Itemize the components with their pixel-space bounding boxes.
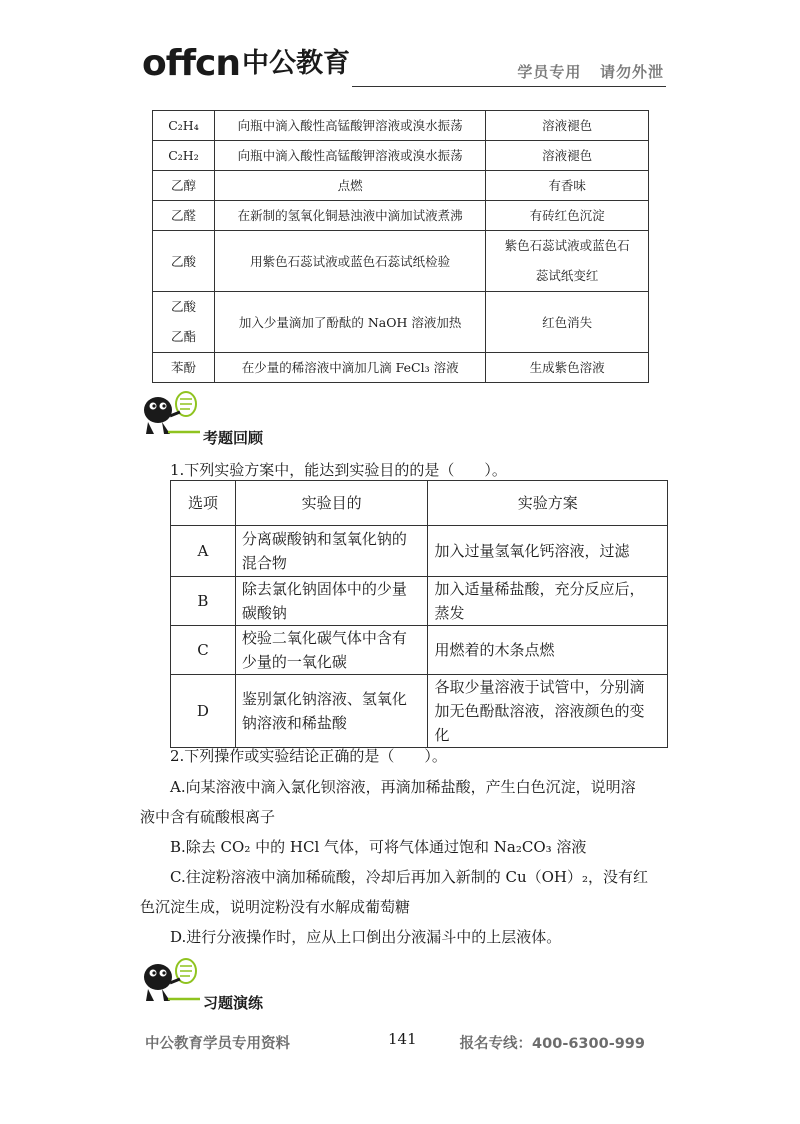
header-rule — [352, 86, 666, 87]
logo-latin-text: offcn — [142, 43, 241, 84]
option-d: D.进行分液操作时，应从上口倒出分液漏斗中的上层液体。 — [170, 928, 562, 946]
substance-cell: 苯酚 — [153, 353, 215, 383]
column-header: 实验方案 — [428, 481, 668, 526]
table-row — [171, 577, 668, 626]
plan-cell — [428, 675, 668, 748]
table-row — [153, 231, 649, 292]
table-row — [153, 141, 649, 171]
plan-line: 加入适量稀盐酸，充分反应后， — [434, 580, 645, 598]
option-b: B.除去 CO₂ 中的 HCl 气体，可将气体通过饱和 Na₂CO₃ 溶液 — [170, 838, 587, 856]
method-cell: 用紫色石蕊试液或蓝色石蕊试纸检验 — [214, 231, 485, 292]
phenomenon-cell: 溶液褪色 — [486, 111, 649, 141]
substance-cell: 乙酸 — [153, 231, 215, 292]
method-cell: 在新制的氢氧化铜悬浊液中滴加试液煮沸 — [214, 201, 485, 231]
substance-cell — [153, 292, 215, 353]
substance-line: 乙酯 — [170, 329, 196, 344]
goal-line: 碳酸钠 — [241, 604, 287, 622]
column-header: 选项 — [171, 481, 236, 526]
phenomenon-line: 蕊试纸变红 — [535, 268, 599, 283]
option-cell: D — [171, 675, 236, 748]
phenomenon-cell: 红色消失 — [486, 292, 649, 353]
mascot-icon — [136, 390, 202, 438]
section-title-exercises: 习题演练 — [203, 994, 264, 1012]
substance-line: 乙酸 — [170, 299, 196, 314]
column-header: 实验目的 — [235, 481, 428, 526]
page-number: 141 — [388, 1030, 417, 1048]
plan-cell: 用燃着的木条点燃 — [428, 626, 668, 675]
goal-line: 少量的一氧化碳 — [241, 653, 347, 671]
phenomenon-cell: 生成紫色溶液 — [486, 353, 649, 383]
goal-cell — [235, 626, 428, 675]
method-cell: 在少量的稀溶液中滴加几滴 FeCl₃ 溶液 — [214, 353, 485, 383]
table-row — [153, 171, 649, 201]
question-2-options — [140, 772, 666, 952]
goal-line: 混合物 — [241, 554, 287, 572]
option-cell: B — [171, 577, 236, 626]
phenomenon-cell: 溶液褪色 — [486, 141, 649, 171]
goal-cell — [235, 526, 428, 577]
plan-cell: 加入过量氢氧化钙溶液，过滤 — [428, 526, 668, 577]
table-row — [153, 353, 649, 383]
phenomenon-line: 紫色石蕊试液或蓝色石 — [504, 238, 630, 253]
plan-line: 蒸发 — [434, 604, 465, 622]
brand-logo — [142, 44, 350, 84]
plan-cell — [428, 577, 668, 626]
phenomenon-cell: 有香味 — [486, 171, 649, 201]
phenomenon-cell: 有砖红色沉淀 — [486, 201, 649, 231]
logo-cn-text: 中公教育 — [242, 48, 351, 79]
substance-cell: 乙醛 — [153, 201, 215, 231]
reagent-test-table — [152, 110, 649, 383]
question-1-stem: 1.下列实验方案中，能达到实验目的的是（ ）。 — [170, 461, 507, 479]
option-cell: C — [171, 626, 236, 675]
substance-cell: C₂H₄ — [153, 111, 215, 141]
mascot-icon — [136, 957, 202, 1005]
option-a-line: A.向某溶液中滴入氯化钡溶液，再滴加稀盐酸，产生白色沉淀，说明溶 — [170, 778, 636, 796]
substance-cell: 乙醇 — [153, 171, 215, 201]
section-title-review: 考题回顾 — [203, 429, 264, 447]
method-cell: 向瓶中滴入酸性高锰酸钾溶液或溴水振荡 — [214, 141, 485, 171]
goal-cell — [235, 577, 428, 626]
goal-line: 校验二氧化碳气体中含有 — [241, 629, 407, 647]
plan-line: 加无色酚酞溶液，溶液颜色的变 — [434, 702, 645, 720]
footer-hotline: 报名专线：400-6300-999 — [459, 1036, 645, 1052]
goal-cell — [235, 675, 428, 748]
footer-left-text: 中公教育学员专用资料 — [145, 1036, 290, 1052]
table-row — [171, 526, 668, 577]
option-c-line: 色沉淀生成，说明淀粉没有水解成葡萄糖 — [140, 898, 411, 916]
substance-cell: C₂H₂ — [153, 141, 215, 171]
option-c-line: C.往淀粉溶液中滴加稀硫酸，冷却后再加入新制的 Cu（OH）₂，没有红 — [170, 868, 649, 886]
phenomenon-cell — [486, 231, 649, 292]
goal-line: 钠溶液和稀盐酸 — [241, 714, 347, 732]
method-cell: 点燃 — [214, 171, 485, 201]
page-header — [142, 38, 666, 90]
table-row — [153, 292, 649, 353]
option-cell: A — [171, 526, 236, 577]
question-1-table — [170, 480, 668, 748]
method-cell: 向瓶中滴入酸性高锰酸钾溶液或溴水振荡 — [214, 111, 485, 141]
plan-line: 各取少量溶液于试管中，分别滴 — [434, 678, 645, 696]
table-row — [171, 626, 668, 675]
goal-line: 除去氯化钠固体中的少量 — [241, 580, 407, 598]
table-row — [153, 201, 649, 231]
table-row — [171, 675, 668, 748]
table-header-row — [171, 481, 668, 526]
method-cell: 加入少量滴加了酚酞的 NaOH 溶液加热 — [214, 292, 485, 353]
goal-line: 分离碳酸钠和氢氧化钠的 — [241, 530, 407, 548]
page-footer — [145, 1030, 665, 1052]
header-note: 学员专用 请勿外泄 — [517, 63, 664, 81]
question-2-stem: 2.下列操作或实验结论正确的是（ ）。 — [170, 747, 447, 765]
table-row — [153, 111, 649, 141]
option-a-line: 液中含有硫酸根离子 — [140, 808, 276, 826]
plan-line: 化 — [434, 726, 450, 744]
goal-line: 鉴别氯化钠溶液、氢氧化 — [241, 690, 407, 708]
